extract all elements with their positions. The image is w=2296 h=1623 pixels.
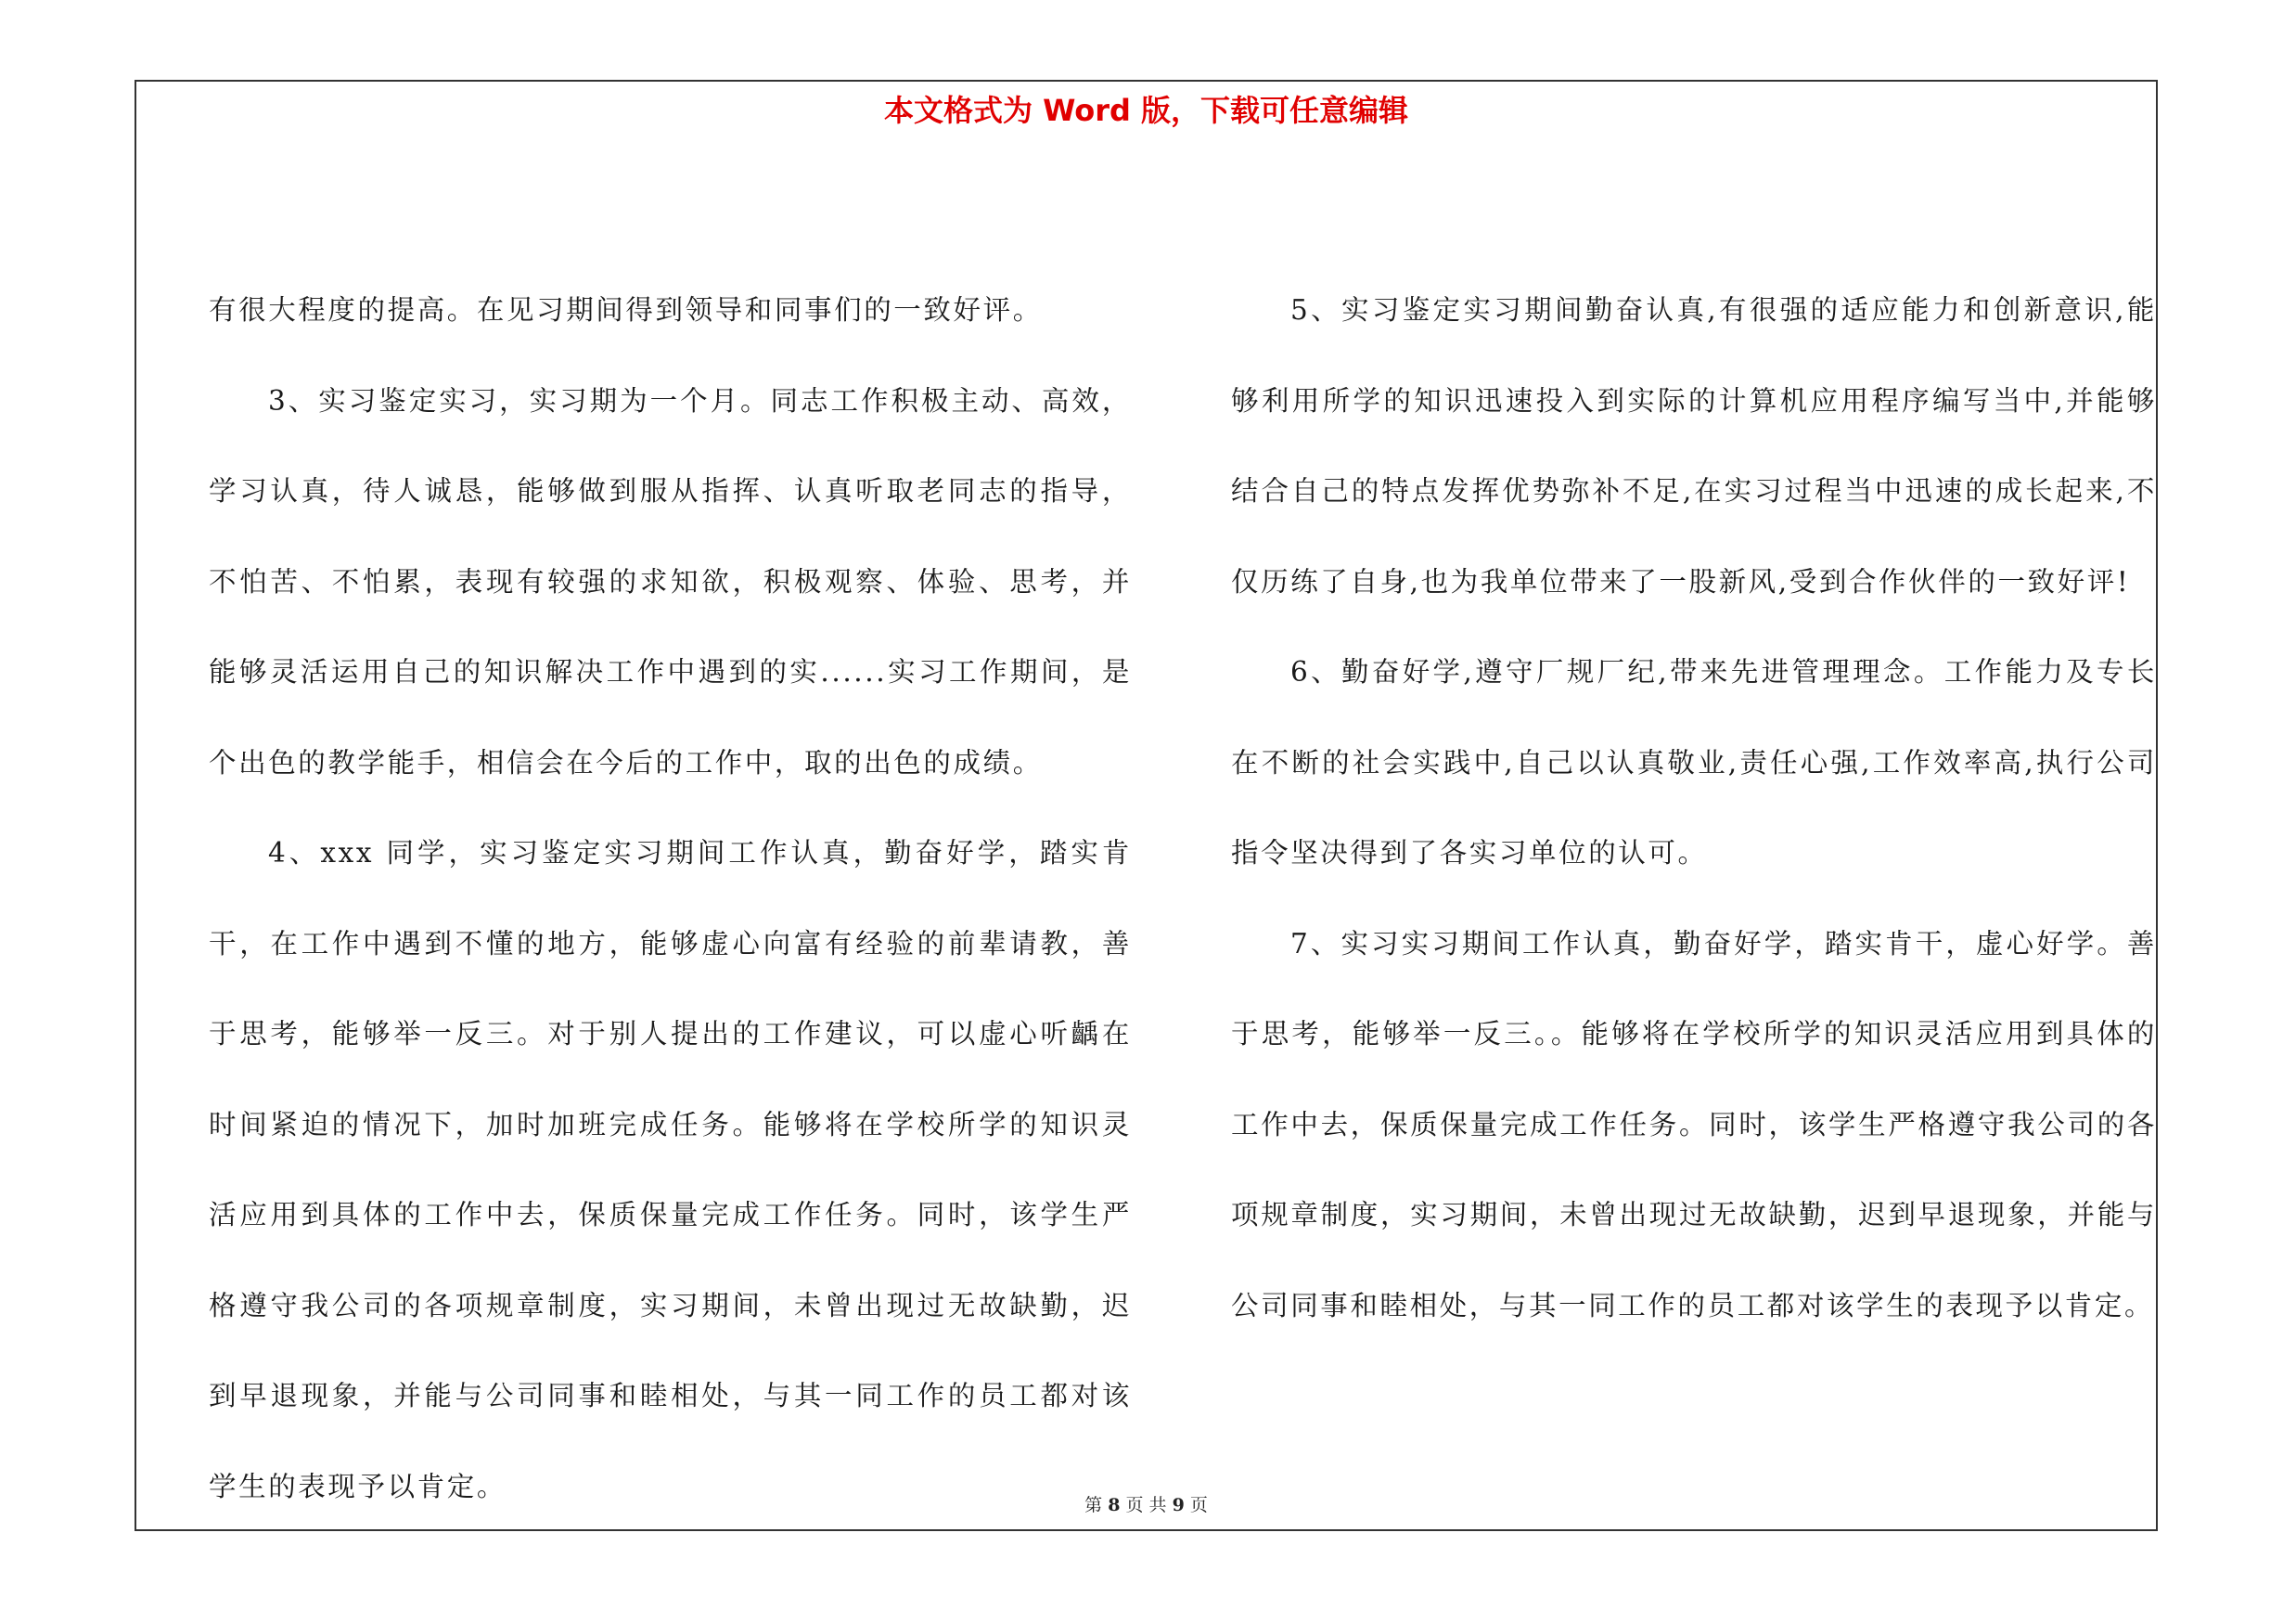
paragraph-item-5: 5、实习鉴定实习期间勤奋认真,有很强的适应能力和创新意识,能够利用所学的知识迅速投入到实际的计算机应用程序编写当中,并能够结合自己的特点发挥优势弥补不足,在实习过程当中迅速的成长起来,不仅历练了自身,也为我单位带来了一股新风,受到合作伙伴的一致好评!	[1231, 294, 2157, 598]
document-page	[135, 80, 2158, 1531]
total-page-number: 9	[1172, 1495, 1185, 1515]
paragraph-item-4: 4、xxx 同学，实习鉴定实习期间工作认真，勤奋好学，踏实肯干，在工作中遇到不懂的地方，能够虚心向富有经验的前辈请教，善于思考，能够举一反三。对于别人提出的工作建议，可以虚心听齲在时间紧迫的情况下，加时加班完成任务。能够将在学校所学的知识灵活应用到具体的工作中去，保质保量完成工作任务。同时，该学生严格遵守我公司的各项规章制度，实习期间，未曾出现过无故缺勤，迟到早退现象，并能与公司同事和睦相处，与其一同工作的员工都对该学生的表现予以肯定。	[209, 837, 1132, 1502]
page-number-footer	[136, 1491, 2156, 1516]
footer-suffix: 页	[1189, 1495, 1208, 1515]
current-page-number: 8	[1108, 1495, 1121, 1515]
paragraph-item-6: 6、勤奋好学,遵守厂规厂纪,带来先进管理理念。工作能力及专长在不断的社会实践中,自己以认真敬业,责任心强,工作效率高,执行公司指令坚决得到了各实习单位的认可。	[1231, 656, 2157, 869]
paragraph-item-3: 3、实习鉴定实习，实习期为一个月。同志工作积极主动、高效，学习认真，待人诚恳，能够做到服从指挥、认真听取老同志的指导，不怕苦、不怕累，表现有较强的求知欲，积极观察、体验、思考，并能够灵活运用自己的知识解决工作中遇到的实......实习工作期间，是个出色的教学能手，相信会在今后的工作中，取的出色的成绩。	[209, 384, 1132, 779]
left-column	[209, 265, 1132, 1532]
footer-middle: 页 共	[1125, 1495, 1167, 1515]
right-column	[1231, 265, 2157, 1351]
footer-prefix: 第	[1084, 1495, 1103, 1515]
paragraph-item-7: 7、实习实习期间工作认真，勤奋好学，踏实肯干，虚心好学。善于思考，能够举一反三。。能够将在学校所学的知识灵活应用到具体的工作中去，保质保量完成工作任务。同时，该学生严格遵守我公司的各项规章制度，实习期间，未曾出现过无故缺勤，迟到早退现象，并能与公司同事和睦相处，与其一同工作的员工都对该学生的表现予以肯定。	[1231, 927, 2157, 1321]
format-notice-banner: 本文格式为 Word 版，下载可任意编辑	[883, 93, 1409, 128]
paragraph-continuation: 有很大程度的提高。在见习期间得到领导和同事们的一致好评。	[209, 294, 1043, 326]
